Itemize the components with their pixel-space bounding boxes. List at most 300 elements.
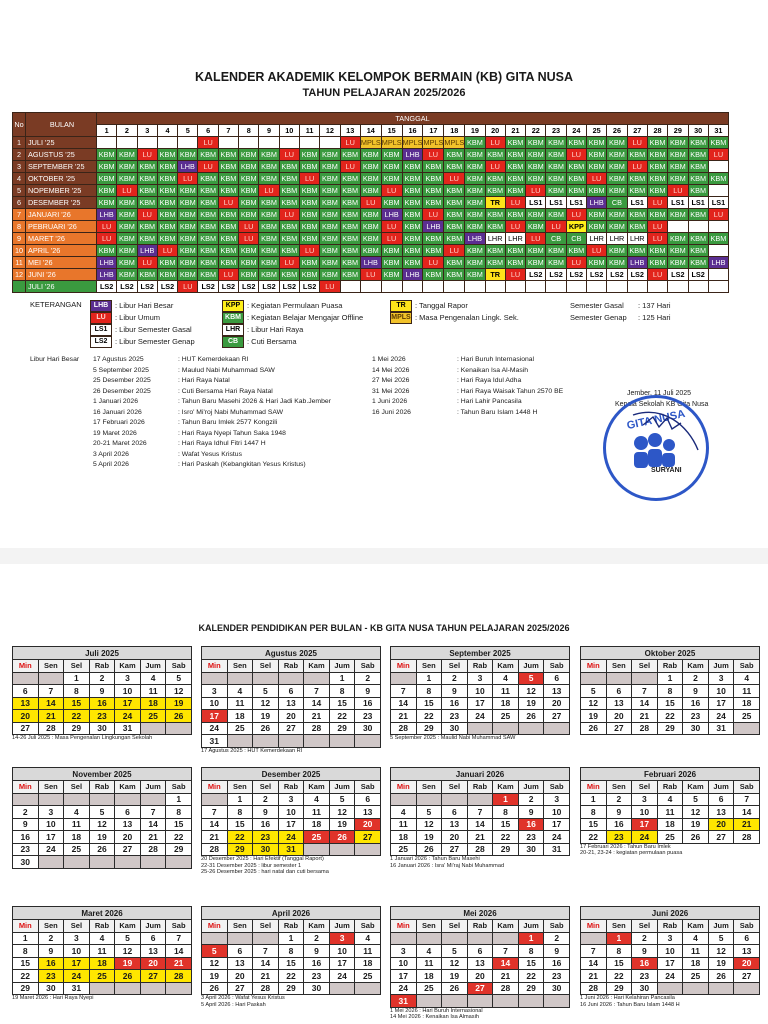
holiday-name: : HUT Kemerdekaan RI — [178, 356, 249, 363]
day-cell: KBM — [647, 245, 667, 257]
day-cell: KBM — [360, 221, 381, 233]
day-cell — [587, 281, 607, 293]
calendar-day: 26 — [683, 831, 709, 844]
calendar-day — [442, 793, 468, 806]
day-cell: KBM — [259, 209, 279, 221]
calendar-day: 10 — [632, 806, 658, 819]
calendar-day: 25 — [304, 831, 330, 844]
calendar-day: 9 — [683, 685, 709, 698]
month-name: OKTOBER '25 — [26, 173, 97, 185]
day-cell: LU — [279, 257, 299, 269]
day-cell: KBM — [178, 233, 198, 245]
calendar-day — [89, 856, 115, 869]
legend-item — [90, 300, 173, 312]
day-cell — [708, 245, 728, 257]
calendar-day: 28 — [304, 722, 330, 735]
day-cell: LS1 — [627, 197, 647, 209]
calendar-day: 5 — [115, 932, 141, 945]
calendar-day: 4 — [140, 672, 166, 685]
calendar-day: 1 — [227, 793, 253, 806]
calendar-day: 7 — [391, 685, 417, 698]
holiday-name: : Hari Raya Waisak Tahun 2570 BE — [457, 387, 564, 395]
day-cell: KBM — [668, 149, 688, 161]
holiday-name: : Kenaikan Isa Al-Masih — [457, 366, 529, 374]
calendar-day: 1 — [166, 793, 192, 806]
weekday-header: Kam — [115, 920, 141, 933]
calendar-day: 27 — [13, 722, 39, 735]
day-cell: KBM — [218, 185, 238, 197]
calendar-day: 15 — [416, 697, 442, 710]
calendar-day: 17 — [708, 697, 734, 710]
day-cell: LU — [485, 137, 505, 149]
day-cell: KBM — [360, 149, 381, 161]
day-cell: KBM — [587, 185, 607, 197]
calendar-day: 14 — [493, 957, 519, 970]
calendar-day: 8 — [606, 945, 632, 958]
day-cell: KBM — [505, 185, 525, 197]
holiday-name: : Hari Raya Idhul Fitri 1447 H — [178, 440, 266, 447]
day-cell: KBM — [587, 221, 607, 233]
calendar-day: 2 — [632, 932, 658, 945]
day-cell: KBM — [320, 173, 340, 185]
day-cell: KBM — [627, 209, 647, 221]
calendar-day: 4 — [64, 806, 90, 819]
legend-text: : Libur Hari Raya — [247, 324, 304, 334]
day-cell: LHR — [627, 233, 647, 245]
calendar-day: 9 — [544, 945, 570, 958]
calendar-day — [518, 722, 544, 735]
day-cell: KBM — [157, 173, 177, 185]
calendar-day: 18 — [391, 831, 417, 844]
calendar-day: 3 — [391, 945, 417, 958]
calendar-day: 11 — [355, 945, 381, 958]
calendar-day: 20 — [606, 710, 632, 723]
calendar-day: 5 — [708, 932, 734, 945]
legend-text: : Cuti Bersama — [247, 336, 297, 346]
calendar-day: 2 — [304, 932, 330, 945]
day-cell: KBM — [566, 245, 586, 257]
day-cell: LS2 — [97, 281, 117, 293]
holiday-entry — [93, 439, 331, 450]
calendar-day: 21 — [140, 831, 166, 844]
calendar-day: 17 — [115, 697, 141, 710]
calendar-day — [708, 982, 734, 995]
day-cell: KBM — [381, 173, 402, 185]
holiday-entry — [372, 397, 563, 408]
calendar-day: 17 — [278, 818, 304, 831]
calendar-day: 3 — [632, 793, 658, 806]
holiday-date: 17 Februari 2026 — [93, 419, 145, 426]
day-cell: KBM — [485, 245, 505, 257]
day-cell: KBM — [485, 209, 505, 221]
month-note: 16 Juni 2026 : Tahun Baru Islam 1448 H — [580, 1001, 680, 1008]
calendar-day: 23 — [606, 831, 632, 844]
holiday-name: : Cuti Bersama Hari Raya Natal — [178, 387, 273, 395]
calendar-day: 24 — [278, 831, 304, 844]
day-cell: KBM — [320, 197, 340, 209]
calendar-day: 13 — [734, 945, 760, 958]
calendar-day: 5 — [89, 806, 115, 819]
day-cell: KBM — [485, 221, 505, 233]
day-cell: LHB — [137, 245, 157, 257]
day-cell: KBM — [198, 149, 218, 161]
calendar-day: 25 — [140, 710, 166, 723]
day-cell: KBM — [505, 137, 525, 149]
holiday-entry — [93, 429, 331, 440]
legend-swatch: LHB — [90, 300, 112, 312]
day-cell: LU — [320, 281, 340, 293]
calendar-day — [140, 982, 166, 995]
calendar-day: 11 — [89, 945, 115, 958]
calendar-day: 20 — [544, 697, 570, 710]
calendar-day: 3 — [329, 932, 355, 945]
calendar-day: 19 — [115, 957, 141, 970]
weekday-header: Sab — [166, 660, 192, 673]
calendar-day — [166, 856, 192, 869]
month-name: JULI '25 — [26, 137, 97, 149]
day-cell: KBM — [465, 269, 485, 281]
calendar-day: 11 — [683, 945, 709, 958]
month-note: 19 Maret 2026 : Hari Raya Nyepi — [12, 995, 94, 1001]
calendar-day: 6 — [606, 685, 632, 698]
calendar-day: 28 — [140, 843, 166, 856]
calendar-day: 2 — [606, 793, 632, 806]
weekday-header: Jum — [518, 920, 544, 933]
day-cell: KBM — [320, 269, 340, 281]
calendar-day: 12 — [683, 806, 709, 819]
calendar-day: 21 — [253, 970, 279, 983]
month-note: 17 Agustus 2025 : HUT Kemerdekaan RI — [201, 747, 303, 754]
day-cell: KBM — [117, 233, 137, 245]
month-note: 14-26 Juli 2025 : Masa Pengenalan Lingkungan Sekolah — [12, 735, 153, 741]
day-cell: CB — [546, 233, 566, 245]
calendar-day: 6 — [734, 932, 760, 945]
day-cell: KBM — [607, 257, 627, 269]
month-calendar — [390, 767, 570, 869]
day-cell: KBM — [647, 185, 667, 197]
holiday-entry — [372, 366, 563, 377]
day-cell: KBM — [465, 209, 485, 221]
holiday-name: : Hari Buruh Internasional — [457, 356, 535, 363]
calendar-day: 22 — [493, 831, 519, 844]
calendar-day: 11 — [391, 818, 417, 831]
calendar-day: 3 — [202, 685, 228, 698]
calendar-day: 6 — [442, 806, 468, 819]
day-cell: KBM — [423, 197, 444, 209]
day-cell — [137, 137, 157, 149]
calendar-day: 10 — [64, 945, 90, 958]
calendar-day: 17 — [202, 710, 228, 723]
calendar-day: 23 — [683, 710, 709, 723]
calendar-day: 12 — [89, 818, 115, 831]
day-cell: KBM — [299, 197, 319, 209]
holiday-name: : Hari Paskah (Kebangkitan Yesus Kristus) — [178, 461, 306, 468]
day-header: 2 — [117, 125, 137, 137]
calendar-day: 29 — [606, 982, 632, 995]
calendar-day: 1 — [518, 932, 544, 945]
legend-item — [90, 324, 192, 336]
day-cell: CB — [566, 233, 586, 245]
calendar-day — [416, 932, 442, 945]
weekday-header: Rab — [278, 660, 304, 673]
day-header: 18 — [444, 125, 465, 137]
day-cell: KBM — [505, 257, 525, 269]
day-cell: KBM — [218, 209, 238, 221]
calendar-day: 17 — [544, 818, 570, 831]
month-name: JUNI '26 — [26, 269, 97, 281]
day-cell: LHR — [607, 233, 627, 245]
day-cell: LU — [505, 197, 525, 209]
day-cell: KBM — [340, 221, 360, 233]
day-header: 27 — [627, 125, 647, 137]
month-name: AGUSTUS '25 — [26, 149, 97, 161]
calendar-day: 14 — [140, 818, 166, 831]
calendar-day: 21 — [467, 831, 493, 844]
day-cell: LU — [137, 149, 157, 161]
calendar-day: 15 — [278, 957, 304, 970]
day-cell: KBM — [505, 161, 525, 173]
holiday-name: : Hari Raya Natal — [178, 377, 230, 384]
day-cell — [668, 281, 688, 293]
day-cell: KBM — [117, 221, 137, 233]
day-cell: KBM — [340, 233, 360, 245]
day-cell: KBM — [423, 269, 444, 281]
calendar-day — [355, 982, 381, 995]
semester-label: Semester Genap — [570, 313, 627, 322]
day-cell — [97, 137, 117, 149]
page-divider — [0, 548, 768, 564]
weekday-header: Sen — [416, 781, 442, 794]
calendar-day: 20 — [355, 818, 381, 831]
calendar-day: 14 — [166, 945, 192, 958]
day-cell: KBM — [259, 233, 279, 245]
calendar-day: 26 — [202, 982, 228, 995]
calendar-day: 25 — [391, 843, 417, 856]
month-calendar-name: Februari 2026 — [581, 768, 760, 781]
weekday-header: Sel — [632, 920, 658, 933]
calendar-day: 27 — [355, 831, 381, 844]
calendar-day: 2 — [89, 672, 115, 685]
calendar-day: 24 — [38, 843, 64, 856]
day-cell: LS2 — [117, 281, 137, 293]
calendar-day — [632, 672, 658, 685]
calendar-day — [442, 932, 468, 945]
calendar-day: 18 — [304, 818, 330, 831]
month-no: 11 — [13, 257, 26, 269]
calendar-day: 5 — [683, 793, 709, 806]
calendar-day: 28 — [391, 722, 417, 735]
calendar-day: 6 — [355, 793, 381, 806]
day-header: 8 — [239, 125, 259, 137]
day-header: 17 — [423, 125, 444, 137]
weekday-header: Sel — [64, 920, 90, 933]
calendar-day: 1 — [278, 932, 304, 945]
calendar-day: 8 — [64, 685, 90, 698]
calendar-day: 1 — [13, 932, 39, 945]
calendar-day: 19 — [253, 710, 279, 723]
header-bulan: BULAN — [26, 113, 97, 137]
calendar-day: 8 — [278, 945, 304, 958]
day-cell: LS2 — [668, 269, 688, 281]
calendar-day: 12 — [329, 806, 355, 819]
day-cell: KBM — [198, 221, 218, 233]
calendar-day: 12 — [115, 945, 141, 958]
calendar-day: 24 — [202, 722, 228, 735]
calendar-day — [278, 672, 304, 685]
calendar-day — [38, 856, 64, 869]
weekday-header: Min — [581, 920, 607, 933]
month-row — [13, 233, 729, 245]
calendar-day — [329, 843, 355, 856]
day-cell: KBM — [157, 221, 177, 233]
calendar-day: 15 — [493, 818, 519, 831]
weekday-header: Sab — [734, 920, 760, 933]
academic-year-table — [12, 112, 729, 293]
weekday-header: Sen — [606, 660, 632, 673]
calendar-day: 21 — [632, 710, 658, 723]
day-cell: LU — [526, 185, 546, 197]
calendar-day: 27 — [606, 722, 632, 735]
day-header: 9 — [259, 125, 279, 137]
calendar-day: 10 — [38, 818, 64, 831]
holiday-entry — [93, 460, 331, 471]
calendar-day: 25 — [227, 722, 253, 735]
day-cell: KBM — [259, 245, 279, 257]
day-cell: KBM — [566, 185, 586, 197]
calendar-day: 4 — [493, 672, 519, 685]
day-cell: KBM — [668, 173, 688, 185]
calendar-day: 10 — [329, 945, 355, 958]
day-cell: LU — [299, 245, 319, 257]
day-cell: KBM — [668, 161, 688, 173]
calendar-day — [329, 735, 355, 748]
day-cell: KBM — [137, 173, 157, 185]
month-no: 5 — [13, 185, 26, 197]
legend-swatch: LHR — [222, 324, 244, 336]
calendar-day: 19 — [442, 970, 468, 983]
day-cell: KBM — [485, 173, 505, 185]
day-cell: KBM — [97, 185, 117, 197]
calendar-day: 26 — [518, 710, 544, 723]
legend-text: : Libur Semester Gasal — [115, 324, 192, 334]
day-cell: KBM — [218, 149, 238, 161]
calendar-day: 23 — [442, 710, 468, 723]
day-cell: LU — [279, 209, 299, 221]
day-cell — [688, 281, 708, 293]
day-cell: KBM — [546, 209, 566, 221]
calendar-day: 8 — [416, 685, 442, 698]
day-cell: KBM — [198, 185, 218, 197]
day-cell: KBM — [465, 197, 485, 209]
calendar-day — [13, 793, 39, 806]
day-cell: KBM — [279, 245, 299, 257]
calendar-day: 11 — [416, 957, 442, 970]
weekday-header: Kam — [493, 920, 519, 933]
weekday-header: Rab — [89, 660, 115, 673]
weekday-header: Min — [13, 920, 39, 933]
day-cell: KBM — [340, 173, 360, 185]
header-tanggal: TANGGAL — [97, 113, 729, 125]
day-cell: KBM — [688, 185, 708, 197]
day-cell: KBM — [708, 137, 728, 149]
calendar-day: 21 — [304, 710, 330, 723]
calendar-day: 31 — [278, 843, 304, 856]
legend-title: KETERANGAN — [30, 300, 82, 309]
day-cell: MPLS — [381, 137, 402, 147]
month-row — [13, 161, 729, 173]
calendar-day: 29 — [493, 843, 519, 856]
calendar-day — [202, 672, 228, 685]
calendar-day: 4 — [683, 932, 709, 945]
day-cell — [708, 161, 728, 173]
semester-label: Semester Gasal — [570, 301, 624, 310]
month-no: 2 — [13, 149, 26, 161]
calendar-day: 6 — [708, 793, 734, 806]
calendar-day: 19 — [89, 831, 115, 844]
day-cell: LU — [137, 257, 157, 269]
day-cell: KBM — [688, 149, 708, 161]
calendar-day — [64, 856, 90, 869]
calendar-day: 22 — [13, 970, 39, 983]
semester-value: : 125 Hari — [638, 313, 671, 322]
day-cell: KBM — [402, 173, 423, 185]
day-cell: LS2 — [157, 281, 177, 293]
calendar-day: 20 — [140, 957, 166, 970]
day-header: 7 — [218, 125, 238, 137]
calendar-day — [734, 722, 760, 735]
day-cell: KBM — [688, 173, 708, 185]
calendar-day: 28 — [166, 970, 192, 983]
day-cell: KBM — [239, 185, 259, 197]
day-cell: LU — [423, 209, 444, 221]
day-header: 5 — [178, 125, 198, 137]
calendar-day — [166, 722, 192, 735]
calendar-day: 13 — [227, 957, 253, 970]
weekday-header: Min — [391, 781, 417, 794]
calendar-day: 15 — [64, 697, 90, 710]
month-note: 25-26 Desember 2025 : hari natal dan cuti bersama — [201, 869, 329, 875]
month-no: 9 — [13, 233, 26, 245]
day-cell: KBM — [198, 257, 218, 269]
month-calendar — [201, 906, 381, 1008]
day-cell: LU — [546, 221, 566, 233]
calendar-day: 2 — [518, 793, 544, 806]
calendar-day: 28 — [467, 843, 493, 856]
weekday-header: Sel — [253, 660, 279, 673]
calendar-day — [734, 982, 760, 995]
day-cell — [708, 281, 728, 293]
day-cell: KBM — [668, 245, 688, 257]
holidays-title: Libur Hari Besar — [30, 356, 80, 363]
day-cell: LS2 — [566, 269, 586, 281]
weekday-header: Rab — [89, 920, 115, 933]
day-cell: KBM — [97, 197, 117, 209]
day-cell: KBM — [157, 197, 177, 209]
day-cell: KBM — [117, 209, 137, 221]
day-cell: KBM — [137, 197, 157, 209]
holiday-name: : Tahun Baru Imlek 2577 Kongzili — [178, 419, 278, 426]
day-cell: KBM — [668, 233, 688, 245]
day-cell: KBM — [97, 245, 117, 257]
day-cell: KBM — [465, 161, 485, 173]
day-cell: KBM — [688, 161, 708, 173]
month-no: 12 — [13, 269, 26, 281]
month-note: 5 September 2025 : Maulid Nabi Muhammad SAW — [390, 735, 516, 741]
day-cell: KBM — [157, 269, 177, 281]
day-cell: KBM — [340, 245, 360, 257]
month-note: 14 Mei 2026 : Kenaikan Isa Almasih — [390, 1014, 479, 1020]
day-cell: LS2 — [627, 269, 647, 281]
